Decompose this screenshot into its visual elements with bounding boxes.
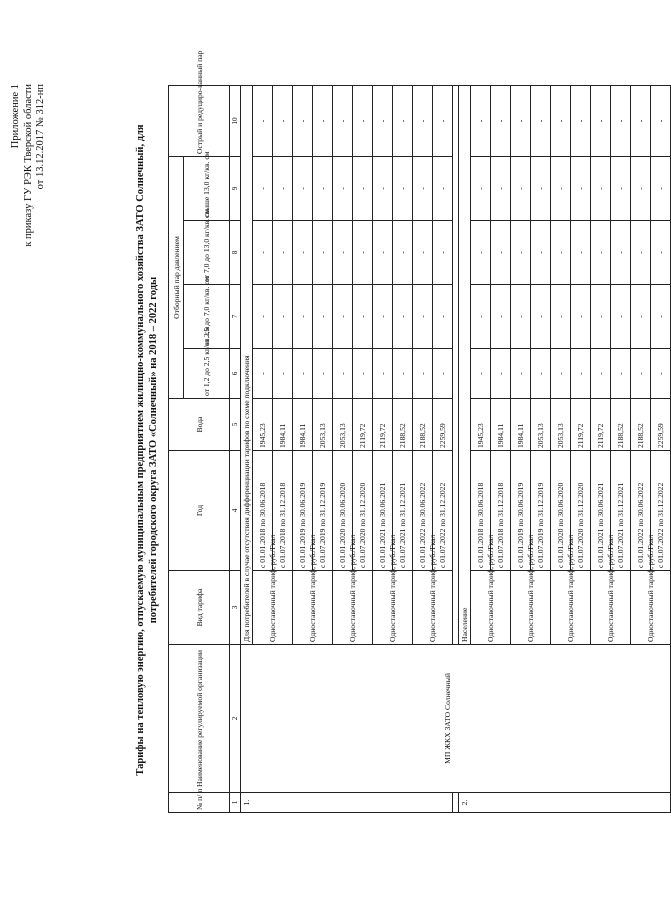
tariff-type-cell: Одноставочный тариф, руб./Гкал	[373, 571, 413, 645]
header-sharp-steam: Острый и редуциро-ванный пар	[169, 85, 230, 156]
steam-tariff-cell: -	[531, 349, 551, 399]
tariff-table-body	[169, 50, 671, 812]
section-number: 1.	[241, 793, 453, 813]
water-tariff-cell: 2188,52	[413, 399, 433, 451]
steam-tariff-cell: -	[313, 85, 333, 156]
steam-tariff-cell: -	[631, 156, 651, 220]
water-tariff-cell: 2119,72	[353, 399, 373, 451]
water-tariff-cell: 2053,13	[531, 399, 551, 451]
steam-tariff-cell: -	[611, 349, 631, 399]
steam-tariff-cell: -	[511, 221, 531, 285]
steam-tariff-cell: -	[373, 156, 393, 220]
water-tariff-cell: 1945,23	[471, 399, 491, 451]
tariff-type-cell: Одноставочный тариф, руб./Гкал	[471, 571, 511, 645]
section-row	[241, 85, 253, 812]
steam-tariff-cell: -	[531, 285, 551, 349]
header-row-1	[169, 85, 184, 812]
steam-tariff-cell: -	[353, 85, 373, 156]
org-name-cell	[459, 645, 671, 793]
header-pressure-1: от 1,2 до 2,5 кг/кв. см	[184, 349, 230, 399]
steam-tariff-cell: -	[611, 221, 631, 285]
water-tariff-cell: 2259,59	[433, 399, 453, 451]
tariff-type-cell: Одноставочный тариф, руб./Гкал	[511, 571, 551, 645]
period-cell: с 01.07.2018 по 31.12.2018	[273, 451, 293, 571]
steam-tariff-cell: -	[631, 85, 651, 156]
steam-tariff-cell: -	[491, 85, 511, 156]
header-steam-group: Отборный пар давлением	[169, 156, 184, 398]
steam-tariff-cell: -	[393, 156, 413, 220]
steam-tariff-cell: -	[273, 85, 293, 156]
steam-tariff-cell: -	[591, 85, 611, 156]
water-tariff-cell: 2053,13	[551, 399, 571, 451]
header-pressure-2: от 2,5 до 7,0 кг/кв. см	[184, 285, 230, 349]
steam-tariff-cell: -	[433, 221, 453, 285]
steam-tariff-cell: -	[393, 285, 413, 349]
steam-tariff-cell: -	[511, 349, 531, 399]
period-cell: с 01.07.2021 по 31.12.2021	[393, 451, 413, 571]
steam-tariff-cell: -	[373, 285, 393, 349]
column-number-3: 3	[230, 571, 241, 645]
steam-tariff-cell: -	[353, 221, 373, 285]
steam-tariff-cell: -	[551, 85, 571, 156]
column-number-2: 2	[230, 645, 241, 793]
steam-tariff-cell: -	[293, 349, 313, 399]
period-cell: с 01.07.2020 по 31.12.2020	[571, 451, 591, 571]
column-number-5: 5	[230, 399, 241, 451]
tariff-type-cell: Одноставочный тариф, руб./Гкал	[413, 571, 453, 645]
steam-tariff-cell: -	[253, 285, 273, 349]
section-label: Население	[459, 85, 471, 644]
steam-tariff-cell: -	[393, 221, 413, 285]
steam-tariff-cell: -	[571, 285, 591, 349]
column-number-10: 10	[230, 85, 241, 156]
steam-tariff-cell: -	[433, 156, 453, 220]
steam-tariff-cell: -	[591, 349, 611, 399]
steam-tariff-cell: -	[491, 156, 511, 220]
steam-tariff-cell: -	[531, 221, 551, 285]
steam-tariff-cell: -	[571, 349, 591, 399]
steam-tariff-cell: -	[253, 221, 273, 285]
steam-tariff-cell: -	[333, 349, 353, 399]
steam-tariff-cell: -	[471, 85, 491, 156]
period-cell: с 01.01.2021 по 30.06.2021	[591, 451, 611, 571]
steam-tariff-cell: -	[373, 221, 393, 285]
steam-tariff-cell: -	[511, 85, 531, 156]
period-cell: с 01.01.2022 по 30.06.2022	[413, 451, 433, 571]
steam-tariff-cell: -	[591, 285, 611, 349]
steam-tariff-cell: -	[413, 221, 433, 285]
period-cell: с 01.01.2019 по 30.06.2019	[293, 451, 313, 571]
org-name: МП ЖКХ ЗАТО Солнечный	[442, 673, 452, 764]
period-cell: с 01.01.2019 по 30.06.2019	[511, 451, 531, 571]
column-number-1: 1	[230, 793, 241, 813]
section-number: 2.	[459, 793, 671, 813]
water-tariff-cell: 1984,11	[511, 399, 531, 451]
period-cell: с 01.07.2019 по 31.12.2019	[531, 451, 551, 571]
steam-tariff-cell: -	[353, 285, 373, 349]
steam-tariff-cell: -	[471, 285, 491, 349]
header-year: Год	[169, 451, 230, 571]
steam-tariff-cell: -	[273, 221, 293, 285]
steam-tariff-cell: -	[491, 285, 511, 349]
water-tariff-cell: 2188,52	[611, 399, 631, 451]
org-name-cell	[241, 645, 453, 793]
header-org: Наименование регулируемой организации	[169, 645, 230, 793]
steam-tariff-cell: -	[373, 85, 393, 156]
column-number-7: 7	[230, 285, 241, 349]
steam-tariff-cell: -	[333, 156, 353, 220]
header-pressure-3: от 7,0 до 13,0 кг/кв. см	[184, 221, 230, 285]
steam-tariff-cell: -	[393, 85, 413, 156]
title-line-2: потребителей городского округа ЗАТО «Солнечный» на 2018 – 2022 годы	[147, 276, 159, 624]
steam-tariff-cell: -	[433, 349, 453, 399]
tariff-type-cell: Одноставочный тариф, руб./Гкал	[293, 571, 333, 645]
steam-tariff-cell: -	[293, 85, 313, 156]
steam-tariff-cell: -	[651, 349, 671, 399]
period-cell: с 01.01.2020 по 30.06.2020	[333, 451, 353, 571]
steam-tariff-cell: -	[253, 156, 273, 220]
steam-tariff-cell: -	[353, 349, 373, 399]
water-tariff-cell: 1984,11	[491, 399, 511, 451]
steam-tariff-cell: -	[571, 221, 591, 285]
steam-tariff-cell: -	[491, 221, 511, 285]
steam-tariff-cell: -	[333, 85, 353, 156]
steam-tariff-cell: -	[531, 85, 551, 156]
title-line-1: Тарифы на тепловую энергию, отпускаемую муниципальным предприятием жилищно-коммунального хозяйства ЗАТО Солнечный, для	[135, 124, 146, 776]
steam-tariff-cell: -	[353, 156, 373, 220]
steam-tariff-cell: -	[413, 349, 433, 399]
steam-tariff-cell: -	[253, 85, 273, 156]
steam-tariff-cell: -	[651, 285, 671, 349]
water-tariff-cell: 2053,13	[313, 399, 333, 451]
steam-tariff-cell: -	[551, 156, 571, 220]
steam-tariff-cell: -	[373, 349, 393, 399]
steam-tariff-cell: -	[313, 349, 333, 399]
header-tariff-type: Вид тарифа	[169, 571, 230, 645]
section-label: Для потребителей в случае отсутствия дифференциации тарифов по схеме подключения	[241, 85, 253, 644]
steam-tariff-cell: -	[531, 156, 551, 220]
steam-tariff-cell: -	[471, 349, 491, 399]
steam-tariff-cell: -	[313, 221, 333, 285]
steam-tariff-cell: -	[631, 285, 651, 349]
steam-tariff-cell: -	[611, 85, 631, 156]
steam-tariff-cell: -	[651, 85, 671, 156]
steam-tariff-cell: -	[551, 221, 571, 285]
steam-tariff-cell: -	[571, 85, 591, 156]
steam-tariff-cell: -	[293, 221, 313, 285]
period-cell: с 01.01.2018 по 30.06.2018	[471, 451, 491, 571]
steam-tariff-cell: -	[551, 349, 571, 399]
steam-tariff-cell: -	[511, 156, 531, 220]
tariff-table	[168, 50, 671, 813]
steam-tariff-cell: -	[413, 85, 433, 156]
header-no: № п/ п	[169, 793, 230, 813]
water-tariff-cell: 2188,52	[631, 399, 651, 451]
header-pressure-4: свыше 13,0 кг/кв. см	[184, 156, 230, 220]
period-cell: с 01.07.2019 по 31.12.2019	[313, 451, 333, 571]
period-cell: с 01.07.2018 по 31.12.2018	[491, 451, 511, 571]
appendix-note	[10, 84, 48, 247]
period-cell: с 01.01.2020 по 30.06.2020	[551, 451, 571, 571]
steam-tariff-cell: -	[651, 221, 671, 285]
section-row	[459, 85, 471, 812]
steam-tariff-cell: -	[293, 156, 313, 220]
steam-tariff-cell: -	[631, 221, 651, 285]
period-cell: с 01.07.2020 по 31.12.2020	[353, 451, 373, 571]
period-cell: с 01.01.2022 по 30.06.2022	[631, 451, 651, 571]
steam-tariff-cell: -	[591, 156, 611, 220]
water-tariff-cell: 2119,72	[591, 399, 611, 451]
appendix-line-2: к приказу ГУ РЭК Тверской области	[22, 84, 34, 247]
steam-tariff-cell: -	[273, 349, 293, 399]
steam-tariff-cell: -	[413, 285, 433, 349]
tariff-type-cell: Одноставочный тариф, руб./Гкал	[333, 571, 373, 645]
tariff-type-cell: Одноставочный тариф, руб./Гкал	[591, 571, 631, 645]
steam-tariff-cell: -	[333, 285, 353, 349]
water-tariff-cell: 1984,11	[273, 399, 293, 451]
steam-tariff-cell: -	[313, 156, 333, 220]
water-tariff-cell: 1945,23	[253, 399, 273, 451]
steam-tariff-cell: -	[273, 285, 293, 349]
period-cell: с 01.01.2018 по 30.06.2018	[253, 451, 273, 571]
water-tariff-cell: 2053,13	[333, 399, 353, 451]
steam-tariff-cell: -	[433, 85, 453, 156]
column-number-8: 8	[230, 221, 241, 285]
water-tariff-cell: 2119,72	[373, 399, 393, 451]
column-number-6: 6	[230, 349, 241, 399]
steam-tariff-cell: -	[551, 285, 571, 349]
steam-tariff-cell: -	[333, 221, 353, 285]
water-tariff-cell: 2259,59	[651, 399, 671, 451]
period-cell: с 01.01.2021 по 30.06.2021	[373, 451, 393, 571]
steam-tariff-cell: -	[273, 156, 293, 220]
period-cell: с 01.07.2021 по 31.12.2021	[611, 451, 631, 571]
steam-tariff-cell: -	[413, 156, 433, 220]
steam-tariff-cell: -	[313, 285, 333, 349]
appendix-line-1: Приложение 1	[10, 84, 21, 149]
appendix-line-3: от 13.12.2017 № 312-нп	[35, 84, 46, 190]
water-tariff-cell: 1984,11	[293, 399, 313, 451]
steam-tariff-cell: -	[393, 349, 413, 399]
steam-tariff-cell: -	[571, 156, 591, 220]
period-cell: с 01.07.2022 по 31.12.2022	[651, 451, 671, 571]
steam-tariff-cell: -	[253, 349, 273, 399]
steam-tariff-cell: -	[433, 285, 453, 349]
steam-tariff-cell: -	[611, 156, 631, 220]
steam-tariff-cell: -	[491, 349, 511, 399]
tariff-type-cell: Одноставочный тариф, руб./Гкал	[253, 571, 293, 645]
steam-tariff-cell: -	[511, 285, 531, 349]
tariff-type-cell: Одноставочный тариф, руб./Гкал	[631, 571, 671, 645]
column-numbers-row	[230, 85, 241, 812]
water-tariff-cell: 2188,52	[393, 399, 413, 451]
steam-tariff-cell: -	[591, 221, 611, 285]
header-water: Вода	[169, 399, 230, 451]
steam-tariff-cell: -	[611, 285, 631, 349]
steam-tariff-cell: -	[631, 349, 651, 399]
period-cell: с 01.07.2022 по 31.12.2022	[433, 451, 453, 571]
steam-tariff-cell: -	[471, 221, 491, 285]
steam-tariff-cell: -	[651, 156, 671, 220]
column-number-9: 9	[230, 156, 241, 220]
water-tariff-cell: 2119,72	[571, 399, 591, 451]
tariff-type-cell: Одноставочный тариф, руб./Гкал	[551, 571, 591, 645]
steam-tariff-cell: -	[293, 285, 313, 349]
column-number-4: 4	[230, 451, 241, 571]
document-title	[135, 75, 160, 825]
steam-tariff-cell: -	[471, 156, 491, 220]
